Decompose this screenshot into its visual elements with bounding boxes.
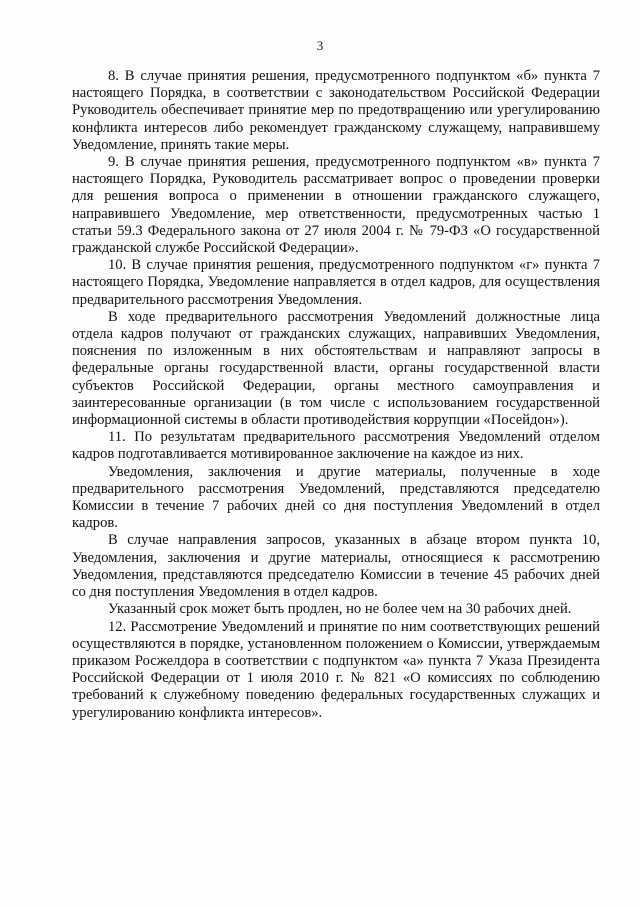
paragraph-8: 8. В случае принятия решения, предусмотренного подпунктом «б» пункта 7 настоящего Порядка, в соответствии с законодательством Российской Федерации Руководитель обеспечивает принятие мер по предотвращению или урегулированию конфликта интересов либо рекомендует гражданскому служащему, направившему Уведомление, принять такие меры. xyxy=(72,68,600,153)
paragraph-11-submission: Уведомления, заключения и другие материалы, полученные в ходе предварительного рассмотрения Уведомлений, представляются председателю Комиссии в течение 7 рабочих дней со дня поступления Уведомлений в отдел кадров. xyxy=(72,463,600,532)
paragraph-11: 11. По результатам предварительного рассмотрения Уведомлений отделом кадров подготавливается мотивированное заключение на каждое из них. xyxy=(72,429,600,463)
paragraph-11-extension: Указанный срок может быть продлен, но не более чем на 30 рабочих дней. xyxy=(108,601,572,618)
page-number: 3 xyxy=(316,38,324,53)
document-body xyxy=(72,68,600,722)
paragraph-10-preliminary-review: В ходе предварительного рассмотрения Уведомлений должностные лица отдела кадров получают от гражданских служащих, направивших Уведомления, пояснения по изложенным в них обстоятельствам и направляют запросы в федеральные органы государственной власти, органы государственной власти субъектов Российской Федерации, органы местного самоуправления и заинтересованные организации (в том числе с использованием государственной информационной системы в области противодействия коррупции «Посейдон»). xyxy=(72,308,600,429)
paragraph-12: 12. Рассмотрение Уведомлений и принятие по ним соответствующих решений осуществляются в порядке, установленном положением о Комиссии, утверждаемым приказом Росжелдора в соответствии с подпунктом «а» пункта 7 Указа Президента Российской Федерации от 1 июля 2010 г. № 821 «О комиссиях по соблюдению требований к служебному поведению федеральных государственных служащих и урегулированию конфликта интересов». xyxy=(72,618,600,721)
paragraph-11-requests: В случае направления запросов, указанных в абзаце втором пункта 10, Уведомления, заключения и другие материалы, относящиеся к рассмотрению Уведомления, представляются председателю Комиссии в течение 45 рабочих дней со дня поступления Уведомления в отдел кадров. xyxy=(72,532,600,601)
paragraph-9: 9. В случае принятия решения, предусмотренного подпунктом «в» пункта 7 настоящего Порядка, Руководитель рассматривает вопрос о проведении проверки для решения вопроса о применении в отношении гражданского служащего, направившего Уведомление, мер ответственности, предусмотренных частью 1 статьи 59.3 Федерального закона от 27 июля 2004 г. № 79-ФЗ «О государственной гражданской службе Российской Федерации». xyxy=(72,154,600,257)
paragraph-10: 10. В случае принятия решения, предусмотренного подпунктом «г» пункта 7 настоящего Порядка, Уведомление направляется в отдел кадров, для осуществления предварительного рассмотрения Уведомления. xyxy=(72,257,600,308)
